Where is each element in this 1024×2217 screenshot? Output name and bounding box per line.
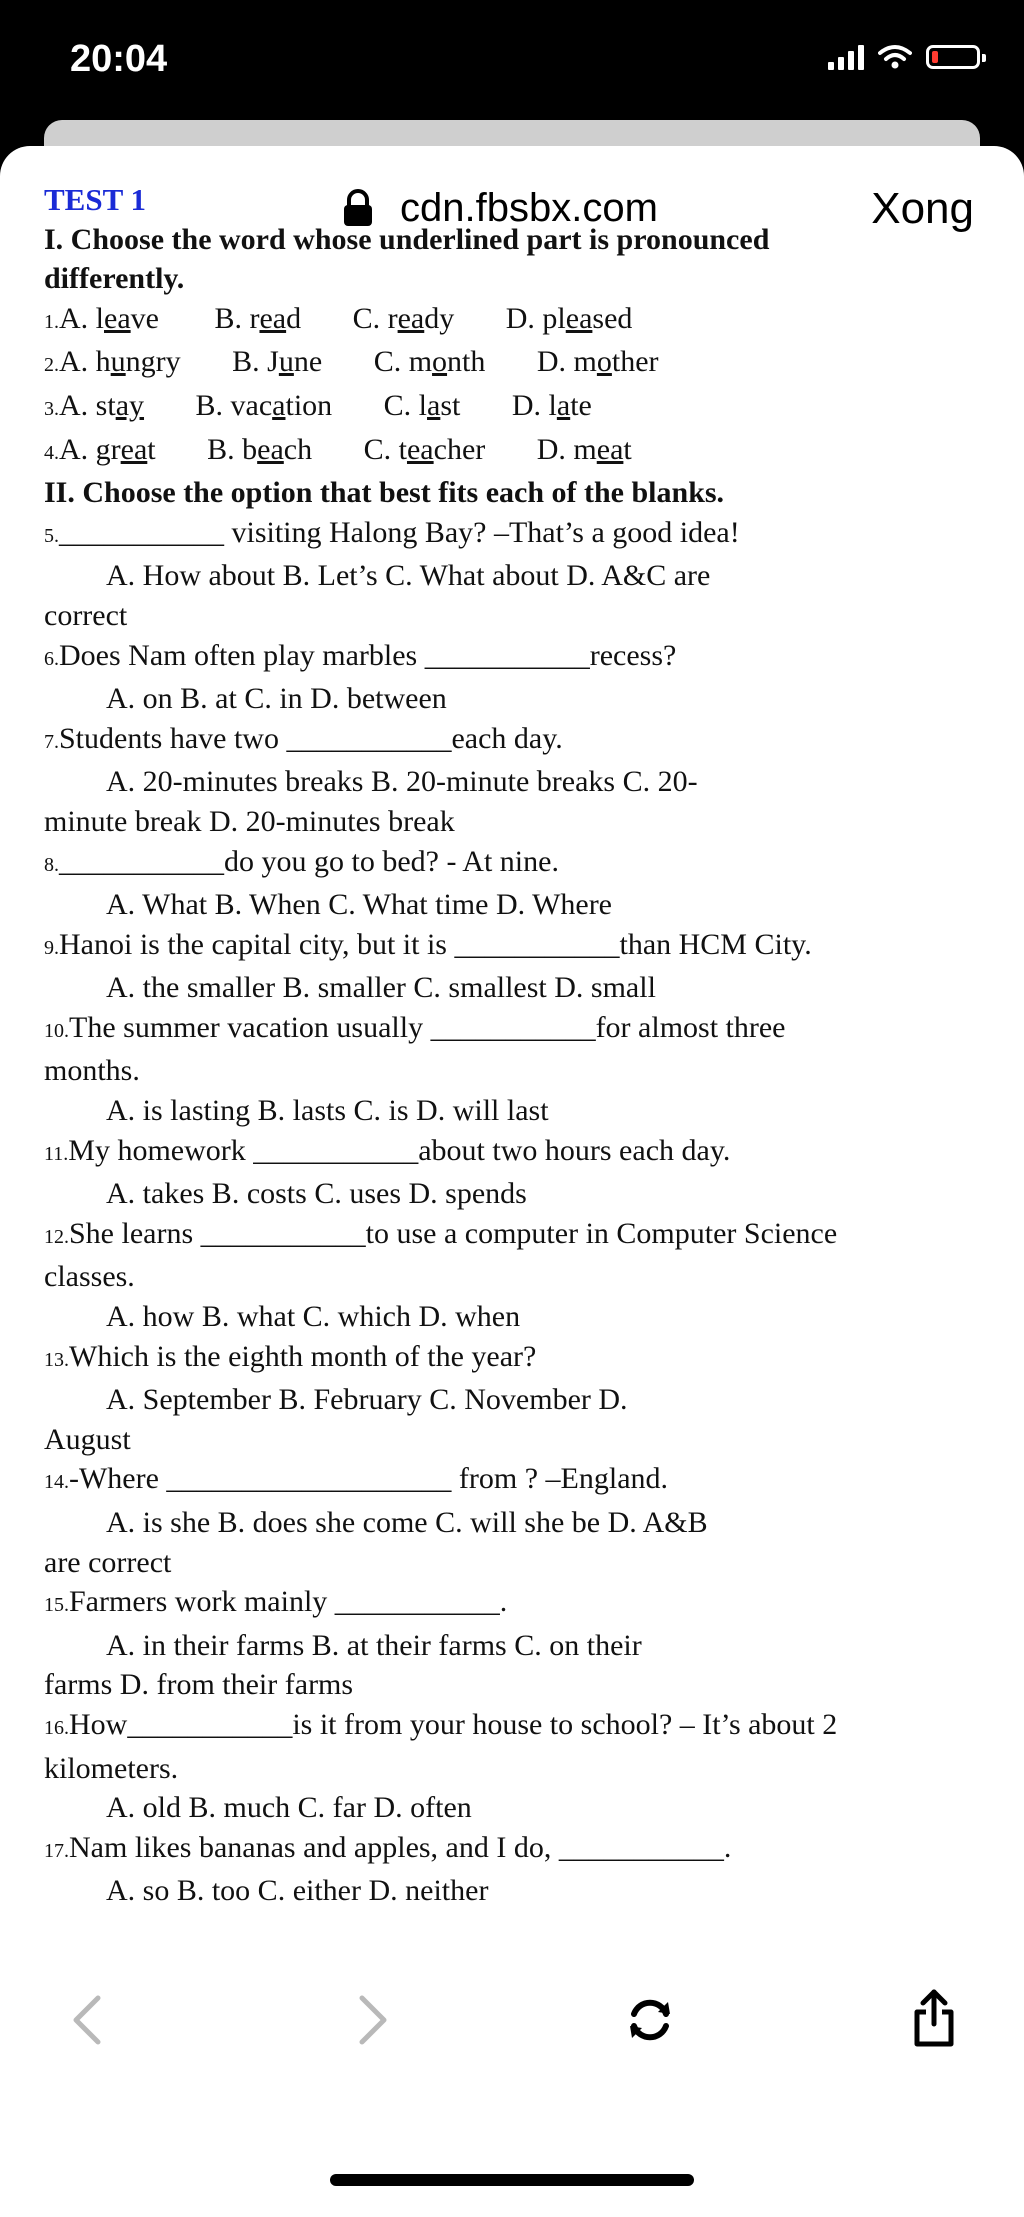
question-3: 3.A. stay B. vacation C. last D. late (44, 388, 592, 422)
share-icon[interactable] (912, 1988, 956, 2048)
question-13-options-cont: August (44, 1422, 131, 1456)
wifi-icon (878, 44, 912, 70)
back-icon[interactable] (70, 1994, 104, 2046)
document (44, 180, 984, 1911)
battery-icon (926, 45, 980, 69)
question-16: 16.How___________is it from your house to school? – It’s about 2 (44, 1707, 838, 1741)
question-16-cont: kilometers. (44, 1751, 179, 1785)
question-13: 13.Which is the eighth month of the year? (44, 1339, 537, 1373)
status-bar (0, 0, 1024, 130)
question-12-cont: classes. (44, 1260, 135, 1294)
question-8: 8.___________do you go to bed? - At nine. (44, 844, 559, 878)
section-2-title: II. Choose the option that best fits each of the blanks. (44, 476, 725, 510)
home-indicator[interactable] (330, 2174, 694, 2186)
question-13-options: A. September B. February C. November D. (106, 1383, 628, 1417)
question-12-options: A. how B. what C. which D. when (106, 1300, 521, 1334)
signal-icon (828, 44, 864, 70)
clock: 20:04 (70, 38, 168, 80)
question-14-options: A. is she B. does she come C. will she be D. A&B (106, 1506, 708, 1539)
question-10: 10.The summer vacation usually ___________for almost three (44, 1010, 786, 1044)
question-15-options-cont: farms D. from their farms (44, 1668, 354, 1702)
question-6: 6.Does Nam often play marbles ___________recess? (44, 638, 677, 672)
question-6-options: A. on B. at C. in D. between (106, 682, 447, 716)
question-7-options-cont: minute break D. 20-minutes break (44, 804, 455, 838)
question-5-options-cont: correct (44, 598, 128, 632)
question-15: 15.Farmers work mainly ___________. (44, 1585, 508, 1619)
question-9-options: A. the smaller B. smaller C. smallest D. small (106, 971, 656, 1005)
question-10-cont: months. (44, 1054, 140, 1088)
question-7-options: A. 20-minutes breaks B. 20-minute breaks C. 20- (106, 765, 698, 799)
section-1-title-cont: differently. (44, 262, 185, 296)
url-domain[interactable]: cdn.fbsbx.com (400, 186, 658, 230)
question-15-options: A. in their farms B. at their farms C. on their (106, 1628, 642, 1662)
question-5: 5.___________ visiting Halong Bay? –That’s a good idea! (44, 515, 740, 549)
question-8-options: A. What B. When C. What time D. Where (106, 888, 613, 922)
question-11-options: A. takes B. costs C. uses D. spends (106, 1177, 527, 1211)
question-1: 1.A. leave B. read C. ready D. pleased (44, 301, 633, 335)
done-button[interactable]: Xong (871, 184, 974, 233)
question-7: 7.Students have two ___________each day. (44, 721, 563, 755)
test-title: TEST 1 (44, 182, 146, 217)
question-16-options: A. old B. much C. far D. often (106, 1791, 472, 1825)
question-17: 17.Nam likes bananas and apples, and I do, ___________. (44, 1830, 732, 1864)
section-1-title: I. Choose the word whose underlined part is pronounced (44, 222, 770, 256)
question-5-options: A. How about B. Let’s C. What about D. A&C are (106, 559, 711, 593)
question-17-options: A. so B. too C. either D. neither (106, 1874, 489, 1908)
forward-icon[interactable] (356, 1994, 390, 2046)
bottom-toolbar (0, 1980, 1024, 2060)
question-14-options-cont: are correct (44, 1545, 172, 1579)
question-12: 12.She learns ___________to use a computer in Computer Science (44, 1216, 838, 1250)
question-11: 11.My homework ___________about two hours each day. (44, 1133, 731, 1167)
refresh-icon[interactable] (624, 1994, 676, 2046)
question-4: 4.A. great B. beach C. teacher D. meat (44, 432, 632, 466)
question-9: 9.Hanoi is the capital city, but it is ___________than HCM City. (44, 927, 812, 961)
question-10-options: A. is lasting B. lasts C. is D. will last (106, 1094, 549, 1128)
question-2: 2.A. hungry B. June C. month D. mother (44, 345, 659, 379)
question-14: 14.-Where ___________________ from ? –England. (44, 1462, 669, 1496)
